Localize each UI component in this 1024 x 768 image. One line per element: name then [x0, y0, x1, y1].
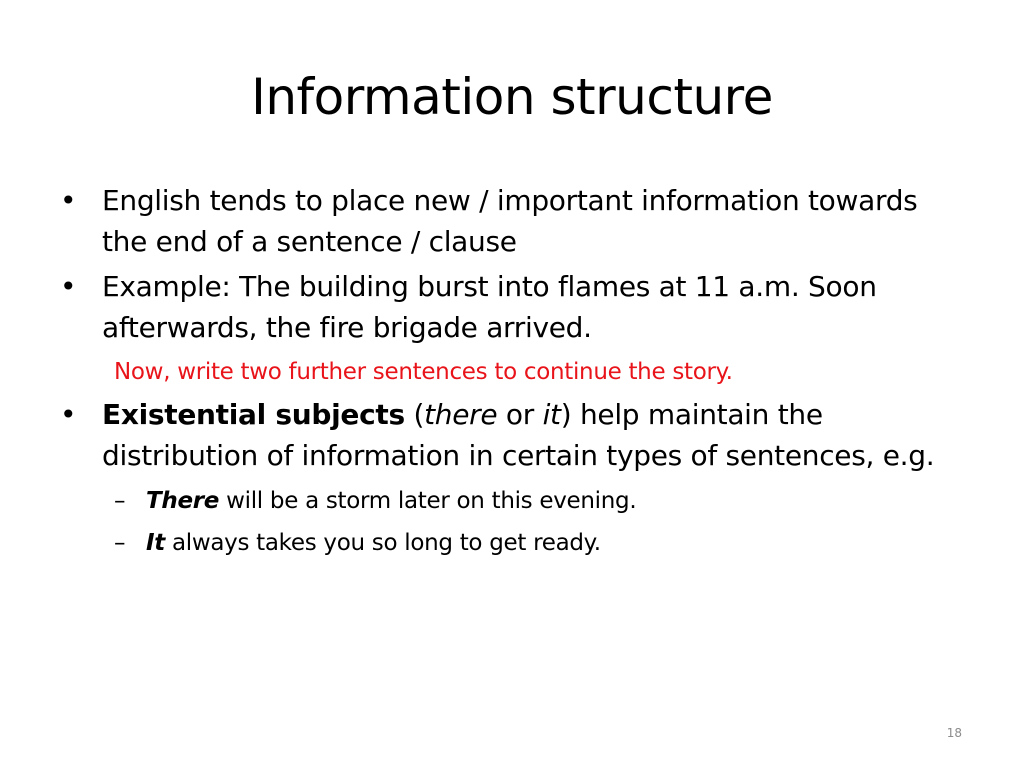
sub-bullet-text: [146, 488, 636, 514]
text-fragment: always takes you so long to get ready.: [164, 530, 601, 556]
bullet-text: Example: The building burst into flames at 11 a.m. Soon afterwards, the fire brigade arrived.: [102, 270, 877, 344]
text-fragment: will be a storm later on this evening.: [219, 488, 637, 514]
example-lead: There: [146, 488, 220, 514]
sub-bullet-text: [146, 530, 601, 556]
italic-term: it: [542, 398, 561, 431]
sub-bullet-item: [60, 480, 970, 522]
bullet-text: English tends to place new / important information towards the end of a sentence / clause: [102, 184, 918, 258]
bullet-item: [60, 394, 970, 476]
italic-term: there: [424, 398, 498, 431]
dash-icon: –: [114, 530, 126, 556]
slide-body: [60, 180, 970, 564]
bullet-icon: •: [60, 270, 77, 303]
dash-icon: –: [114, 488, 126, 514]
bullet-icon: •: [60, 398, 77, 431]
sub-bullet-item: [60, 522, 970, 564]
bullet-icon: •: [60, 184, 77, 217]
exercise-instruction: Now, write two further sentences to continue the story.: [114, 359, 733, 385]
slide-title: Information structure: [251, 68, 773, 126]
bullet-item: [60, 180, 970, 262]
page-number: 18: [946, 726, 962, 740]
text-fragment: (: [404, 398, 425, 431]
bullet-item: [60, 266, 970, 348]
example-lead: It: [146, 530, 165, 556]
bold-term: Existential subjects: [102, 398, 405, 431]
text-fragment: ) help maintain the distribution of information in certain types of sentences, e.g.: [102, 398, 935, 472]
bullet-text: [102, 398, 934, 472]
text-fragment: or: [497, 398, 543, 431]
